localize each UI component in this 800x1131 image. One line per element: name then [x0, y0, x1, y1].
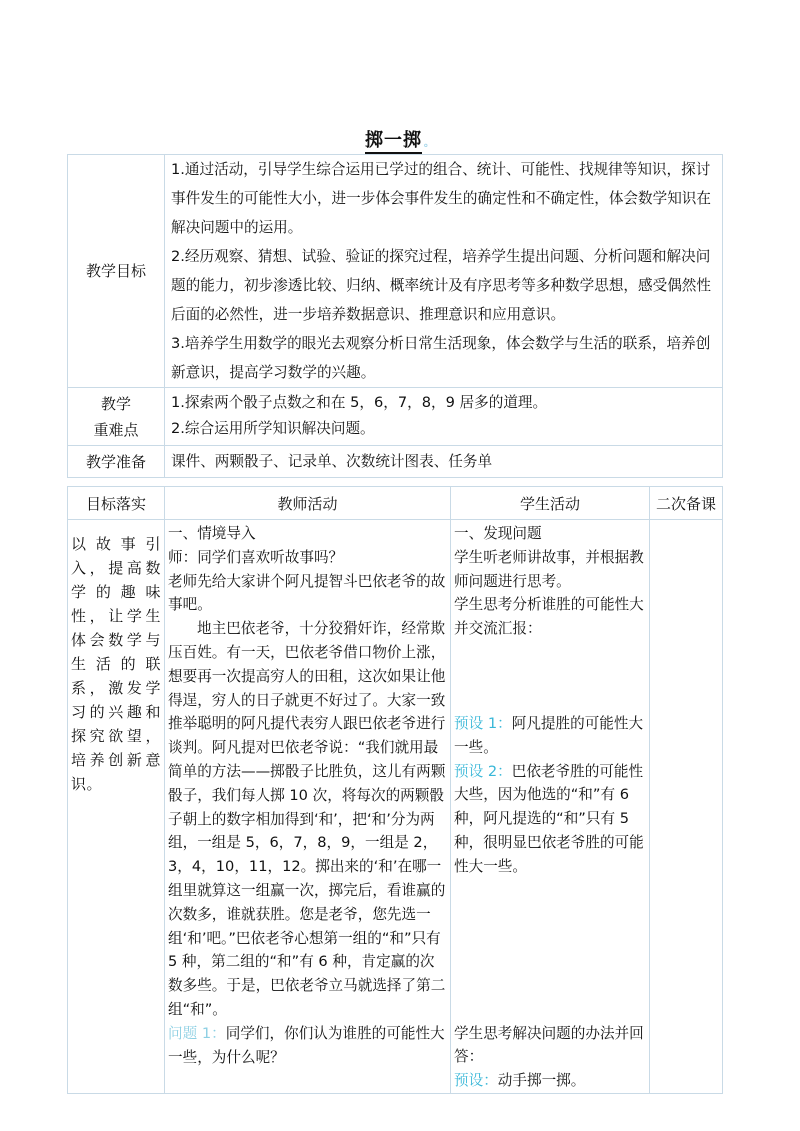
header-notes: 二次备课: [650, 487, 723, 520]
prep-label: 教学准备: [68, 446, 165, 478]
key-point-item: 1.探索两个骰子点数之和在 5，6，7，8，9 居多的道理。: [171, 394, 548, 411]
student-line: 学生思考解决问题的办法并回答：: [454, 1024, 644, 1066]
key-point-item: 2.综合运用所学知识解决问题。: [171, 420, 375, 437]
teacher-line: 老师先给大家讲个阿凡提智斗巴依老爷的故事吧。: [168, 572, 446, 614]
question-label: 问题 1：: [168, 1024, 226, 1042]
objectives-table: [67, 154, 723, 478]
preset-2-text: 巴依老爷胜的可能性大些，因为他选的“和”有 6 种，阿凡提选的“和”只有 5 种，很明显巴依老爷胜的可能性大一些。: [454, 762, 644, 875]
objective-item: 3.培养学生用数学的眼光去观察分析日常生活现象，体会数学与生活的联系，培养创新意识，提高学习数学的兴趣。: [171, 335, 711, 381]
prep-row: [68, 446, 723, 478]
student-activity: [451, 520, 649, 1093]
preset-1-label: 预设 1：: [454, 714, 512, 732]
key-points-row: [68, 388, 723, 446]
objectives-row: [68, 155, 723, 388]
prep-content: 课件、两颗骰子、记录单、次数统计图表、任务单: [165, 446, 723, 478]
key-points-label-line: 重难点: [93, 420, 139, 439]
student-line: 学生思考分析谁胜的可能性大并交流汇报：: [454, 596, 644, 638]
student-cell: [451, 520, 650, 1094]
plan-body-row: [68, 520, 723, 1094]
header-student: 学生活动: [451, 487, 650, 520]
teacher-question: [168, 1022, 448, 1070]
objective-item: 2.经历观察、猜想、试验、验证的探究过程，培养学生提出问题、分析问题和解决问题的能力，初步渗透比较、归纳、概率统计及有序思考等多种数学思想，感受偶然性后面的必然性，进一步培养数据意识、推理意识和应用意识。: [171, 248, 711, 323]
question-text: 同学们，你们认为谁胜的可能性大一些，为什么呢？: [168, 1024, 445, 1066]
objective-item: 1.通过活动，引导学生综合运用已学过的组合、统计、可能性、找规律等知识，探讨事件发生的可能性大小，进一步体会事件发生的确定性和不确定性，体会数学知识在解决问题中的运用。: [171, 161, 711, 236]
preset-3-label: 预设：: [454, 1072, 498, 1090]
objectives-label: 教学目标: [68, 155, 165, 388]
teacher-activity: [165, 520, 450, 1069]
page-title: [0, 126, 800, 152]
student-line: 学生听老师讲故事，并根据教师问题进行思考。: [454, 548, 644, 590]
preset-3-text: 动手掷一掷。: [497, 1072, 586, 1090]
key-points-label: [68, 388, 165, 446]
preset-2-label: 预设 2：: [454, 762, 512, 780]
preset-1-text: 阿凡提胜的可能性大一些。: [454, 714, 644, 756]
goal-text: 以故事引入，提高数学的趣味性，让学生体会数学与生活的联系，激发学习的兴趣和探究欲望，培养创新意识。: [71, 535, 161, 793]
goal-cell: [68, 520, 165, 1094]
preset-3: [454, 1069, 647, 1093]
teacher-cell: [165, 520, 451, 1094]
student-section-title: 一、发现问题: [454, 525, 542, 542]
notes-cell: [650, 520, 723, 1094]
header-goal: 目标落实: [68, 487, 165, 520]
key-points-content: [165, 388, 723, 446]
header-teacher: 教师活动: [165, 487, 451, 520]
title-mark: 。: [424, 138, 435, 149]
lesson-plan-table: [67, 486, 723, 1094]
title-text: 掷一掷: [365, 130, 422, 154]
preset-2: [454, 760, 647, 879]
teacher-line: 师：同学们喜欢听故事吗？: [168, 548, 344, 566]
key-points-label-line: 教学: [100, 394, 131, 413]
objectives-content: [165, 155, 723, 388]
teacher-section-title: 一、情境导入: [168, 525, 256, 542]
plan-header-row: [68, 487, 723, 520]
teacher-story: 地主巴依老爷，十分狡猾奸诈，经常欺压百姓。有一天，巴依老爷借口物价上涨，想要再一次提高穷人的田租，这次如果让他得逞，穷人的日子就更不好过了。大家一致推举聪明的阿凡提代表穷人跟巴依老爷进行谈判。阿凡提对巴依老爷说：“我们就用最简单的方法——掷骰子比胜负，这儿有两颗骰子，我们每人掷 10 次，将每次的两颗骰子朝上的数字相加得到‘和’，把‘和’分为两组，一组是 5，6，7，8，9，一组是 2，3，4，10，11，12。掷出来的‘和’在哪一组里就算这一组赢一次，掷完后，看谁赢的次数多，谁就获胜。您是老爷，您先选一组‘和’吧。”巴依老爷心想第一组的“和”只有 5 种，第二组的“和”有 6 种，肯定赢的次数多些。于是，巴依老爷立马就选择了第二组“和”。: [168, 620, 446, 1018]
preset-1: [454, 712, 647, 760]
